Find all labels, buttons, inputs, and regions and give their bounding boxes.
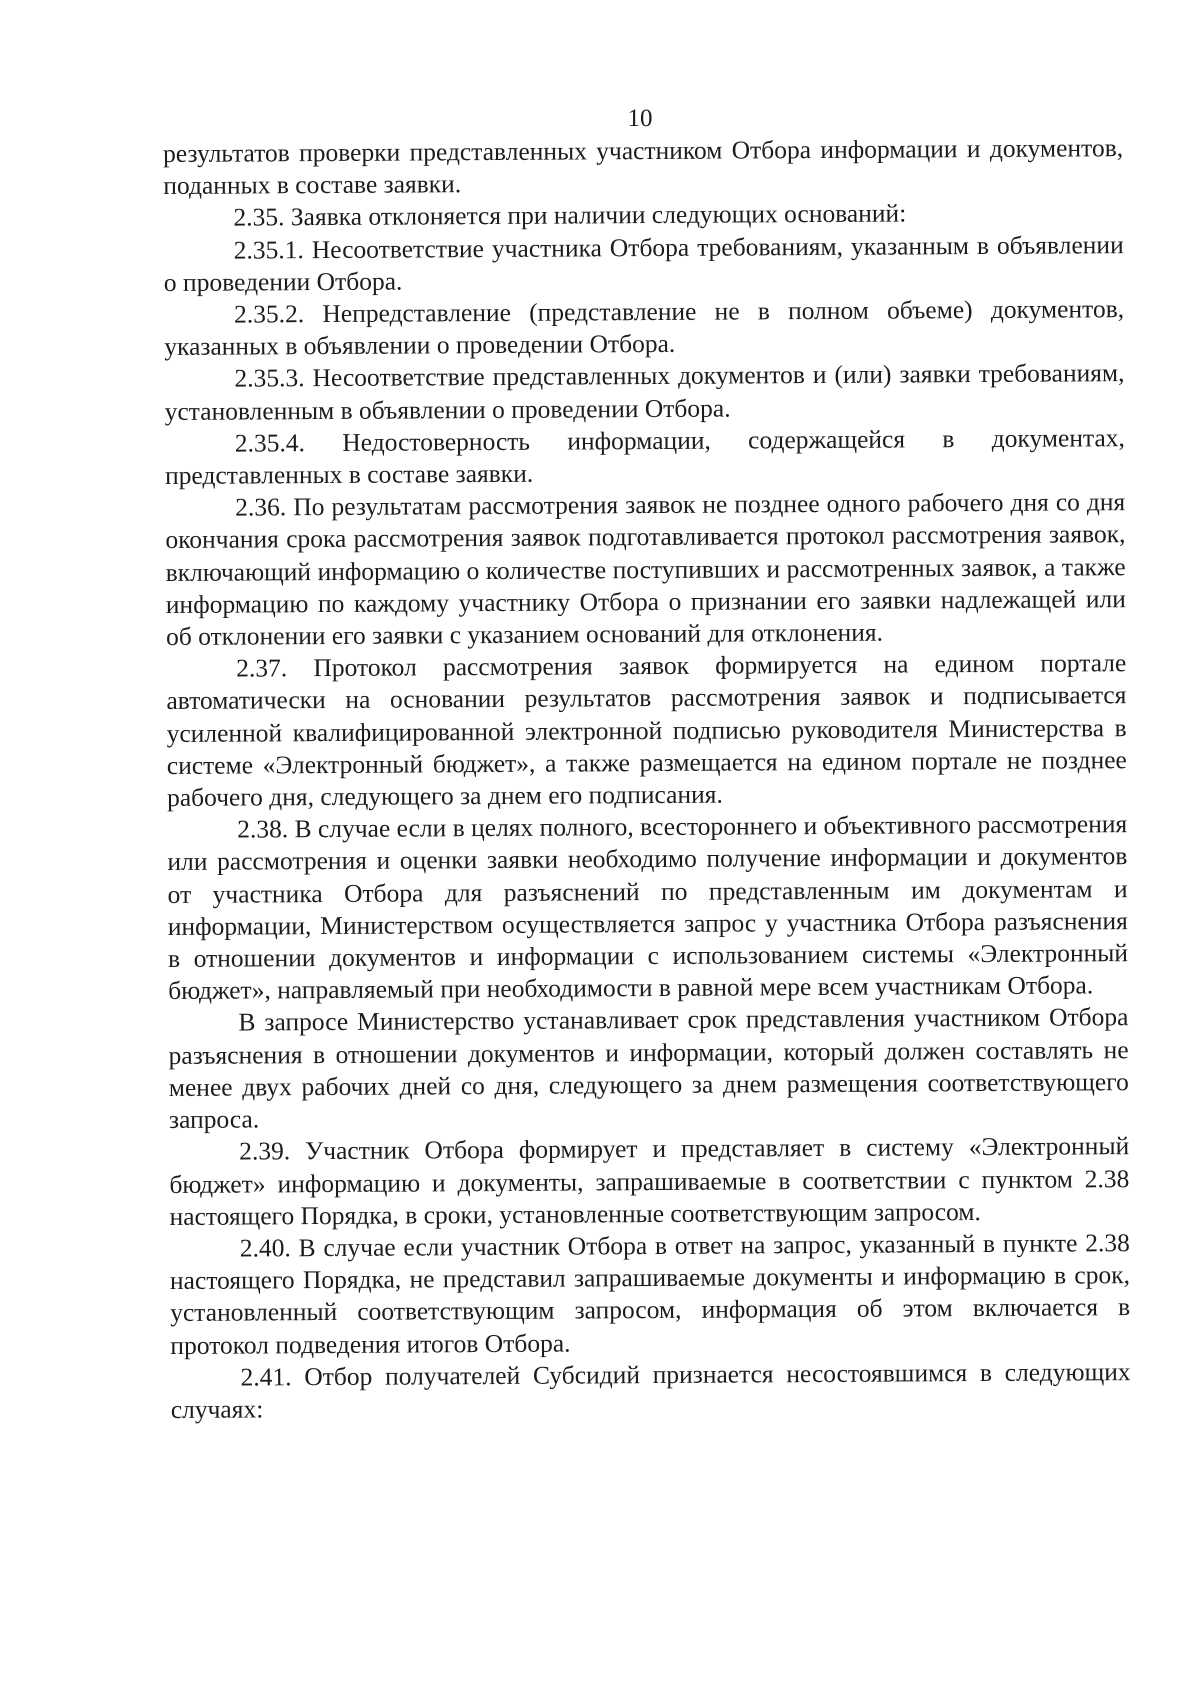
paragraph-2-38-request: В запросе Министерство устанавливает срок представления участником Отбора разъяснения в отношении документов и информации, который должен составлять не менее двух рабочих дней со дня, следующего за днем размещения соответствующего запроса. bbox=[168, 1002, 1129, 1135]
paragraph-2-41: 2.41. Отбор получателей Субсидий признается несостоявшимся в следующих случаях: bbox=[170, 1356, 1131, 1424]
paragraph-2-36: 2.36. По результатам рассмотрения заявок не позднее одного рабочего дня со дня окончания срока рассмотрения заявок подготавливается протокол рассмотрения заявок, включающий информацию о количестве поступивших и рассмотренных заявок, а также информацию по каждому участнику Отбора о признании его заявки надлежащей или об отклонении его заявки с указанием оснований для отклонения. bbox=[165, 487, 1126, 652]
paragraph-2-35-2: 2.35.2. Непредставление (представление не в полном объеме) документов, указанных в объявлении о проведении Отбора. bbox=[164, 294, 1125, 362]
document-body bbox=[163, 132, 1131, 1426]
paragraph-continuation: результатов проверки представленных участником Отбора информации и документов, поданных в составе заявки. bbox=[163, 133, 1124, 201]
paragraph-2-35-1: 2.35.1. Несоответствие участника Отбора требованиям, указанным в объявлении о проведении Отбора. bbox=[163, 229, 1124, 297]
paragraph-2-35-4: 2.35.4. Недостоверность информации, содержащейся в документах, представленных в составе заявки. bbox=[164, 422, 1125, 491]
paragraph-2-38: 2.38. В случае если в целях полного, всестороннего и объективного рассмотрения или рассмотрения и оценки заявки необходимо получение информации и документов от участника Отбора для разъяснений по представленным им документам и информации, Министерством осуществляется запрос у участника Отбора разъяснения в отношении документов и информации с использованием системы «Электронный бюджет», направляемый при необходимости в равной мере всем участникам Отбора. bbox=[167, 809, 1129, 1006]
paragraph-2-35: 2.35. Заявка отклоняется при наличии следующих оснований: bbox=[233, 198, 907, 232]
paragraph-2-37: 2.37. Протокол рассмотрения заявок формируется на едином портале автоматически на основании результатов рассмотрения заявок и подписывается усиленной квалифицированной электронной подписью руководителя Министерства в системе «Электронный бюджет», а также размещается на едином портале не позднее рабочего дня, следующего за днем его подписания. bbox=[166, 648, 1127, 813]
paragraph-2-35-3: 2.35.3. Несоответствие представленных документов и (или) заявки требованиям, установленным в объявлении о проведении Отбора. bbox=[164, 358, 1125, 426]
page-number: 10 bbox=[627, 105, 653, 132]
paragraph-2-40: 2.40. В случае если участник Отбора в ответ на запрос, указанный в пункте 2.38 настоящего Порядка, не представил запрашиваемые документы и информацию в срок, установленный соответствующим запросом, информация об этом включается в протокол подведения итогов Отбора. bbox=[169, 1228, 1131, 1360]
paragraph-2-39: 2.39. Участник Отбора формирует и представляет в систему «Электронный бюджет» информацию и документы, запрашиваемые в соответствии с пунктом 2.38 настоящего Порядка, в сроки, установленные соответствующим запросом. bbox=[169, 1131, 1130, 1231]
